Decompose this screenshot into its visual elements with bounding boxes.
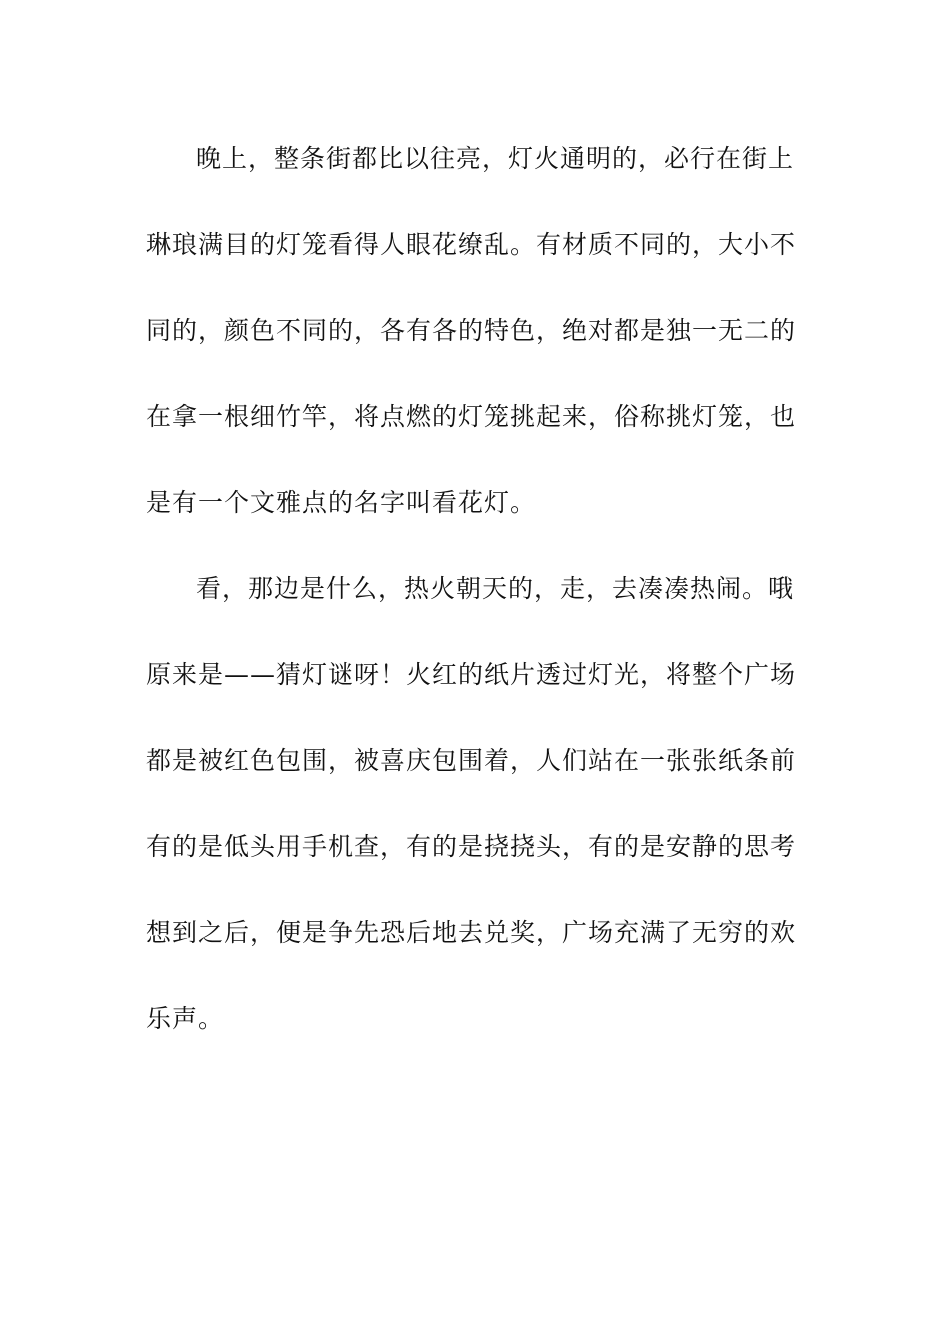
text-line: 在拿一根细竹竿，将点燃的灯笼挑起来，俗称挑灯笼，也 — [146, 402, 797, 431]
text-line: 琳琅满目的灯笼看得人眼花缭乱。有材质不同的，大小不 — [146, 230, 797, 259]
text-line: 有的是低头用手机查，有的是挠挠头，有的是安静的思考 — [146, 832, 797, 861]
text-line: 晚上，整条街都比以往亮，灯火通明的，必行在街上 — [196, 144, 795, 173]
text-line: 看，那边是什么，热火朝天的，走，去凑凑热闹。哦 — [196, 574, 795, 603]
text-line: 原来是——猜灯谜呀！火红的纸片透过灯光，将整个广场 — [146, 660, 797, 689]
text-line: 想到之后，便是争先恐后地去兑奖，广场充满了无穷的欢 — [146, 918, 797, 947]
text-line: 同的，颜色不同的，各有各的特色，绝对都是独一无二的 — [146, 316, 797, 345]
text-line: 都是被红色包围，被喜庆包围着，人们站在一张张纸条前 — [146, 746, 797, 775]
text-line: 乐声。 — [146, 1004, 225, 1033]
paragraph-1 — [146, 134, 806, 564]
paragraph-2 — [146, 564, 806, 1080]
document-body — [146, 134, 806, 1080]
text-line: 是有一个文雅点的名字叫看花灯。 — [146, 488, 537, 517]
